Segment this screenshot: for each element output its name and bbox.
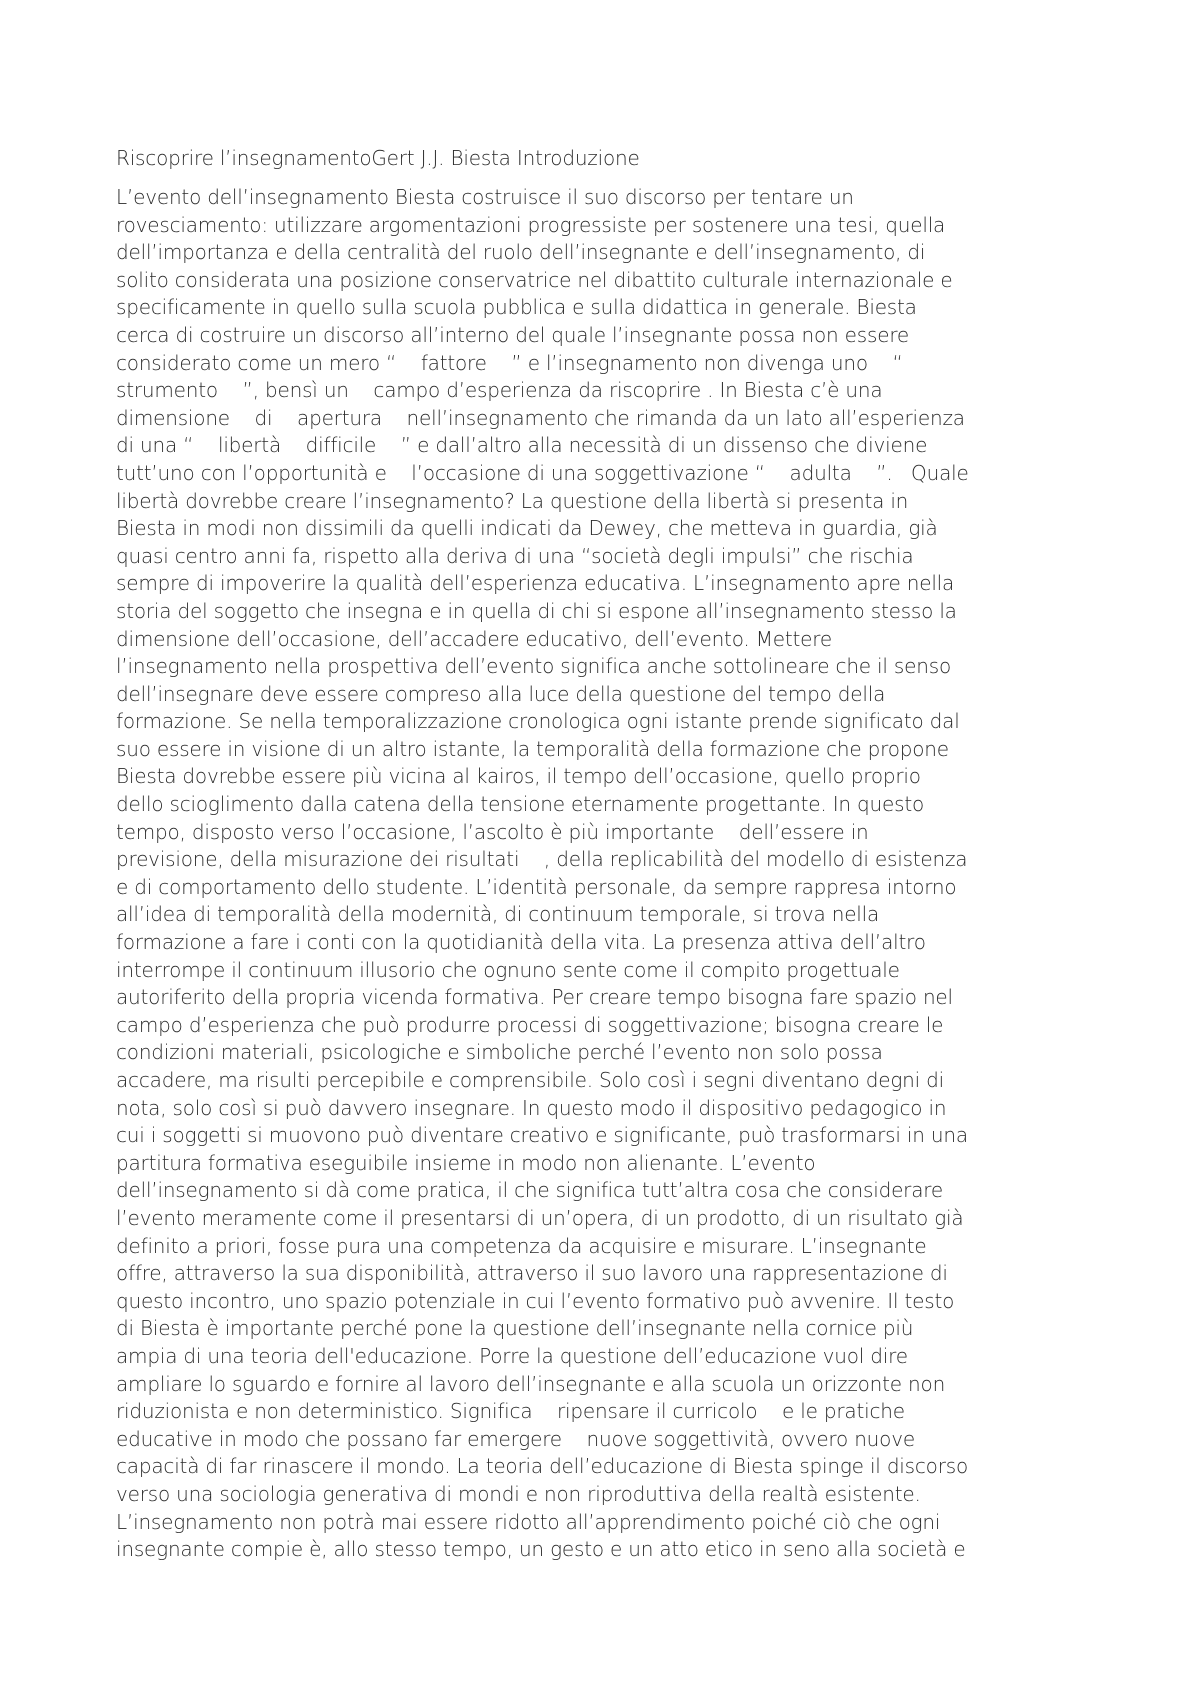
text-line: all’idea di temporalità della modernità, di continuum temporale, si trova nella xyxy=(116,902,880,927)
text-line: educative in modo che possano far emergere nuove soggettività, ovvero nuove xyxy=(116,1426,915,1451)
text-line: formazione a fare i conti con la quotidianità della vita. La presenza attiva dell’altro xyxy=(116,930,926,955)
text-line: ampia di una teoria dell'educazione. Porre la questione dell’educazione vuol dire xyxy=(116,1343,908,1368)
text-line: dell’insegnamento si dà come pratica, il che significa tutt’altra cosa che considerare xyxy=(116,1178,943,1203)
text-line: definito a priori, fosse pura una competenza da acquisire e misurare. L’insegnante xyxy=(116,1233,927,1258)
text-line: nota, solo così si può davvero insegnare. In questo modo il dispositivo pedagogico in xyxy=(116,1095,947,1120)
text-line: dimensione dell’occasione, dell’accadere educativo, dell’evento. Mettere xyxy=(116,626,832,651)
text-line: considerato come un mero “ fattore ” e l’insegnamento non divenga uno “ xyxy=(116,350,903,375)
document-text xyxy=(116,184,1096,1564)
text-line: sempre di impoverire la qualità dell’esperienza educativa. L’insegnamento apre nella xyxy=(116,571,955,596)
text-line: libertà dovrebbe creare l’insegnamento? La questione della libertà si presenta in xyxy=(116,488,909,513)
document-body xyxy=(116,144,1096,1564)
text-line: verso una sociologia generativa di mondi e non riproduttiva della realtà esistente. xyxy=(116,1481,921,1506)
text-line: riduzionista e non deterministico. Significa ripensare il curricolo e le pratiche xyxy=(116,1399,905,1424)
text-line: l’insegnamento nella prospettiva dell’evento significa anche sottolineare che il senso xyxy=(116,654,951,679)
text-line: strumento ”, bensì un campo d’esperienza da riscoprire . In Biesta c’è una xyxy=(116,378,883,403)
text-line: formazione. Se nella temporalizzazione cronologica ogni istante prende significato dal xyxy=(116,709,960,734)
text-line: di una “ libertà difficile ” e dall’altro alla necessità di un dissenso che diviene xyxy=(116,433,928,458)
text-line: dimensione di apertura nell’insegnamento che rimanda da un lato all’esperienza xyxy=(116,405,965,430)
text-line: storia del soggetto che insegna e in quella di chi si espone all’insegnamento stesso la xyxy=(116,598,957,623)
text-line: Biesta dovrebbe essere più vicina al kairos, il tempo dell’occasione, quello proprio xyxy=(116,764,921,789)
text-line: offre, attraverso la sua disponibilità, attraverso il suo lavoro una rappresentazione di xyxy=(116,1261,948,1286)
text-line: dell’insegnare deve essere compreso alla luce della questione del tempo della xyxy=(116,681,886,706)
text-line: cerca di costruire un discorso all’interno del quale l’insegnante possa non essere xyxy=(116,322,910,347)
text-line: rovesciamento: utilizzare argomentazioni progressiste per sostenere una tesi, quella xyxy=(116,212,946,237)
text-line: di Biesta è importante perché pone la questione dell’insegnante nella cornice più xyxy=(116,1316,914,1341)
document-heading: Riscoprire l’insegnamentoGert J.J. Biesta Introduzione xyxy=(116,146,640,170)
text-line: tempo, disposto verso l’occasione, l’ascolto è più importante dell’essere in xyxy=(116,819,869,844)
text-line: L’evento dell’insegnamento Biesta costruisce il suo discorso per tentare un xyxy=(116,185,854,209)
text-line: L’insegnamento non potrà mai essere ridotto all’apprendimento poiché ciò che ogni xyxy=(116,1509,941,1534)
text-line: condizioni materiali, psicologiche e simboliche perché l’evento non solo possa xyxy=(116,1040,883,1065)
text-line: tutt’uno con l’opportunità e l’occasione di una soggettivazione “ adulta ”. Quale xyxy=(116,460,969,485)
text-line: quasi centro anni fa, rispetto alla deriva di una “società degli impulsi” che rischia xyxy=(116,543,914,568)
text-line: solito considerata una posizione conservatrice nel dibattito culturale internazionale e xyxy=(116,267,953,292)
text-line: accadere, ma risulti percepibile e comprensibile. Solo così i segni diventano degni di xyxy=(116,1068,944,1092)
text-line: cui i soggetti si muovono può diventare creativo e significante, può trasformarsi in una xyxy=(116,1123,968,1148)
text-line: ampliare lo sguardo e fornire al lavoro dell’insegnante e alla scuola un orizzonte non xyxy=(116,1371,946,1396)
text-line: questo incontro, uno spazio potenziale in cui l’evento formativo può avvenire. Il testo xyxy=(116,1288,955,1313)
text-line: autoriferito della propria vicenda formativa. Per creare tempo bisogna fare spazio nel xyxy=(116,985,953,1010)
text-line: interrompe il continuum illusorio che ognuno sente come il compito progettuale xyxy=(116,957,900,982)
text-line: Biesta in modi non dissimili da quelli indicati da Dewey, che metteva in guardia, già xyxy=(116,516,938,541)
text-line: campo d’esperienza che può produrre processi di soggettivazione; bisogna creare le xyxy=(116,1012,944,1037)
text-line: specificamente in quello sulla scuola pubblica e sulla didattica in generale. Biesta xyxy=(116,295,917,320)
text-line: dello scioglimento dalla catena della tensione eternamente progettante. In questo xyxy=(116,792,925,817)
text-line: suo essere in visione di un altro istante, la temporalità della formazione che propone xyxy=(116,736,949,761)
text-line: dell’importanza e della centralità del ruolo dell’insegnante e dell’insegnamento, di xyxy=(116,240,926,265)
text-line: partitura formativa eseguibile insieme in modo non alienante. L’evento xyxy=(116,1150,816,1175)
text-line: l’evento meramente come il presentarsi di un’opera, di un prodotto, di un risultato già xyxy=(116,1205,964,1230)
text-line: capacità di far rinascere il mondo. La teoria dell’educazione di Biesta spinge il discorso xyxy=(116,1454,969,1479)
text-line: previsione, della misurazione dei risultati , della replicabilità del modello di esistenza xyxy=(116,847,968,872)
text-line: insegnante compie è, allo stesso tempo, un gesto e un atto etico in seno alla società e xyxy=(116,1537,966,1562)
text-line: e di comportamento dello studente. L’identità personale, da sempre rappresa intorno xyxy=(116,874,957,899)
